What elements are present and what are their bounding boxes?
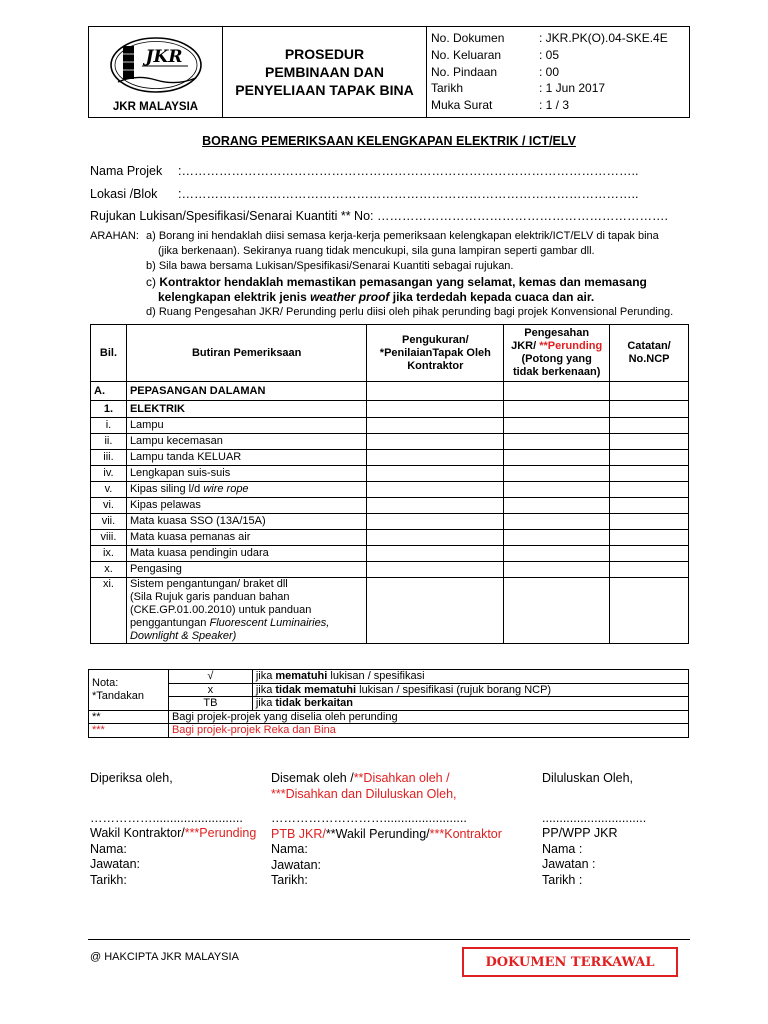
field-nama-projek[interactable]: Nama Projek :……………………………………………………………………………………………….. bbox=[90, 164, 639, 178]
input-cell[interactable] bbox=[504, 530, 610, 546]
input-cell[interactable] bbox=[504, 466, 610, 482]
input-cell[interactable] bbox=[504, 450, 610, 466]
input-cell[interactable] bbox=[610, 546, 689, 562]
input-cell[interactable] bbox=[367, 466, 504, 482]
table-row bbox=[91, 450, 689, 466]
signature-line[interactable]: ………………………........................ bbox=[271, 811, 467, 825]
row-number: x. bbox=[91, 562, 127, 578]
signature-line[interactable]: …………….......................... bbox=[90, 810, 243, 825]
input-cell[interactable] bbox=[610, 498, 689, 514]
input-cell[interactable] bbox=[610, 514, 689, 530]
input-cell[interactable] bbox=[504, 418, 610, 434]
row-number: ix. bbox=[91, 546, 127, 562]
input-cell[interactable] bbox=[610, 418, 689, 434]
subsection-row: 1. ELEKTRIK bbox=[91, 401, 689, 418]
title-line: PENYELIAAN TAPAK BINA bbox=[235, 82, 414, 98]
row-number: vi. bbox=[91, 498, 127, 514]
document-header bbox=[88, 26, 690, 118]
input-cell[interactable] bbox=[367, 418, 504, 434]
field-rujukan[interactable]: Rujukan Lukisan/Spesifikasi/Senarai Kuantiti ** No: ……………………………………………………………. bbox=[90, 209, 668, 223]
nota-label: Nota: *Tandakan bbox=[89, 670, 169, 711]
input-cell[interactable] bbox=[504, 546, 610, 562]
meta-row: Muka Surat : 1 / 3 bbox=[431, 98, 570, 113]
input-cell[interactable] bbox=[367, 514, 504, 530]
row-item: Mata kuasa pendingin udara bbox=[126, 546, 366, 562]
input-cell[interactable] bbox=[367, 434, 504, 450]
tick-symbol: √ bbox=[168, 670, 252, 684]
instructions: ARAHAN: a) Borang ini hendaklah diisi semasa kerja-kerja pemeriksaan kelengkapan elektrik/ICT/ELV di tapak bina (jika berkenaan). Sekiranya ruang tidak mencukupi, sila guna lampiran seperti gambar dll. b) Sila bawa bersama Lukisan/Spesifikasi/Senarai Kuantiti sebagai rujukan. c) Kontraktor hendaklah memastikan pemasangan yang selamat, kemas dan memasang kelengkapan elektrik jenis weather proof jika terdedah kepada cuaca dan air. d) Ruang Pengesahan JKR/ Perunding perlu diisi oleh pihak perunding bagi projek Konvensional Perunding. bbox=[90, 230, 674, 319]
row-number: viii. bbox=[91, 530, 127, 546]
table-row bbox=[91, 434, 689, 450]
row-number: v. bbox=[91, 482, 127, 498]
row-item: Lengkapan suis-suis bbox=[126, 466, 366, 482]
row-number: ii. bbox=[91, 434, 127, 450]
input-cell[interactable] bbox=[610, 434, 689, 450]
row-item: Lampu kecemasan bbox=[126, 434, 366, 450]
input-cell[interactable] bbox=[367, 482, 504, 498]
org-name: JKR MALAYSIA bbox=[112, 100, 199, 113]
legend-table: Nota: *Tandakan √ jika mematuhi lukisan / spesifikasi x jika tidak mematuhi lukisan / spesifikasi (rujuk borang NCP) TB jika tidak berkaitan ** Bagi projek-projek yang diselia oleh perunding *** Bagi projek-projek Reka dan Bina bbox=[88, 669, 689, 738]
row-number: iii. bbox=[91, 450, 127, 466]
logo-text: JKR bbox=[145, 46, 182, 67]
jkr-logo bbox=[106, 32, 206, 94]
input-cell[interactable] bbox=[367, 530, 504, 546]
procedure-title bbox=[223, 27, 427, 118]
table-row bbox=[91, 482, 689, 498]
logo-cell bbox=[89, 27, 223, 118]
inspection-table bbox=[90, 324, 689, 644]
input-cell[interactable] bbox=[367, 562, 504, 578]
field-lokasi-blok[interactable]: Lokasi /Blok :……………………………………………………………………………………………….. bbox=[90, 187, 639, 201]
input-cell[interactable] bbox=[504, 498, 610, 514]
table-row: xi. Sistem pengantungan/ braket dll (Sila Rujuk garis panduan bahan (CKE.GP.01.00.2010) untuk panduan penggantungan Fluorescent Luminairies, Downlight & Speaker) bbox=[91, 578, 689, 644]
controlled-document-stamp: DOKUMEN TERKAWAL bbox=[462, 947, 678, 977]
footer-divider bbox=[88, 939, 690, 940]
meta-row: Tarikh : 1 Jun 2017 bbox=[431, 81, 606, 96]
col-header-butiran: Butiran Pemeriksaan bbox=[126, 325, 366, 382]
signature-line[interactable]: .............................. bbox=[542, 810, 647, 825]
input-cell[interactable] bbox=[610, 482, 689, 498]
input-cell[interactable] bbox=[367, 546, 504, 562]
row-number: vii. bbox=[91, 514, 127, 530]
table-row bbox=[91, 498, 689, 514]
row-item: Pengasing bbox=[126, 562, 366, 578]
document-meta bbox=[427, 27, 690, 118]
input-cell[interactable] bbox=[504, 514, 610, 530]
col-header-pengesahan: Pengesahan JKR/ **Perunding (Potong yang tidak berkenaan) bbox=[504, 325, 610, 382]
x-symbol: x bbox=[168, 683, 252, 697]
row-item: Mata kuasa pemanas air bbox=[126, 530, 366, 546]
table-row bbox=[91, 466, 689, 482]
meta-row: No. Dokumen : JKR.PK(O).04-SKE.4E bbox=[431, 31, 668, 45]
table-row bbox=[91, 530, 689, 546]
col-header-bil: Bil. bbox=[91, 325, 127, 382]
input-cell[interactable] bbox=[504, 482, 610, 498]
meta-row: No. Pindaan : 00 bbox=[431, 64, 560, 79]
input-cell[interactable] bbox=[610, 466, 689, 482]
signature-block-1: Diperiksa oleh, …………….......................... Wakil Kontraktor/***Perunding Nama: Jawatan: Tarikh: bbox=[90, 771, 257, 887]
signature-block-3: Diluluskan Oleh, .............................. PP/WPP JKR Nama : Jawatan : Tarikh : bbox=[542, 771, 647, 887]
col-header-pengukuran: Pengukuran/ *PenilaianTapak Oleh Kontraktor bbox=[367, 325, 504, 382]
form-title: BORANG PEMERIKSAAN KELENGKAPAN ELEKTRIK / ICT/ELV bbox=[202, 134, 576, 148]
title-line: PEMBINAAN DAN bbox=[265, 64, 384, 80]
row-item: Lampu bbox=[126, 418, 366, 434]
input-cell[interactable] bbox=[610, 450, 689, 466]
row-item: Kipas pelawas bbox=[126, 498, 366, 514]
section-row: A. PEPASANGAN DALAMAN bbox=[91, 382, 689, 401]
copyright: @ HAKCIPTA JKR MALAYSIA bbox=[90, 951, 239, 963]
row-number: iv. bbox=[91, 466, 127, 482]
input-cell[interactable] bbox=[367, 498, 504, 514]
row-item: Lampu tanda KELUAR bbox=[126, 450, 366, 466]
input-cell[interactable] bbox=[367, 450, 504, 466]
table-row bbox=[91, 514, 689, 530]
row-item: Kipas siling l/d wire rope bbox=[126, 482, 366, 498]
col-header-catatan: Catatan/ No.NCP bbox=[610, 325, 689, 382]
row-item: Mata kuasa SSO (13A/15A) bbox=[126, 514, 366, 530]
input-cell[interactable] bbox=[610, 530, 689, 546]
table-row bbox=[91, 562, 689, 578]
title-line: PROSEDUR bbox=[284, 46, 365, 62]
input-cell[interactable] bbox=[610, 562, 689, 578]
table-row bbox=[91, 546, 689, 562]
input-cell[interactable] bbox=[504, 562, 610, 578]
signature-block-2: Disemak oleh /**Disahkan oleh / ***Disahkan dan Diluluskan Oleh, ………………………........................ PTB JKR/**Wakil Perunding/***Kontraktor Nama: Jawatan: Tarikh: bbox=[271, 771, 502, 887]
table-row bbox=[91, 418, 689, 434]
meta-row: No. Keluaran : 05 bbox=[431, 47, 560, 62]
input-cell[interactable] bbox=[504, 434, 610, 450]
tb-symbol: TB bbox=[168, 697, 252, 711]
row-number: i. bbox=[91, 418, 127, 434]
